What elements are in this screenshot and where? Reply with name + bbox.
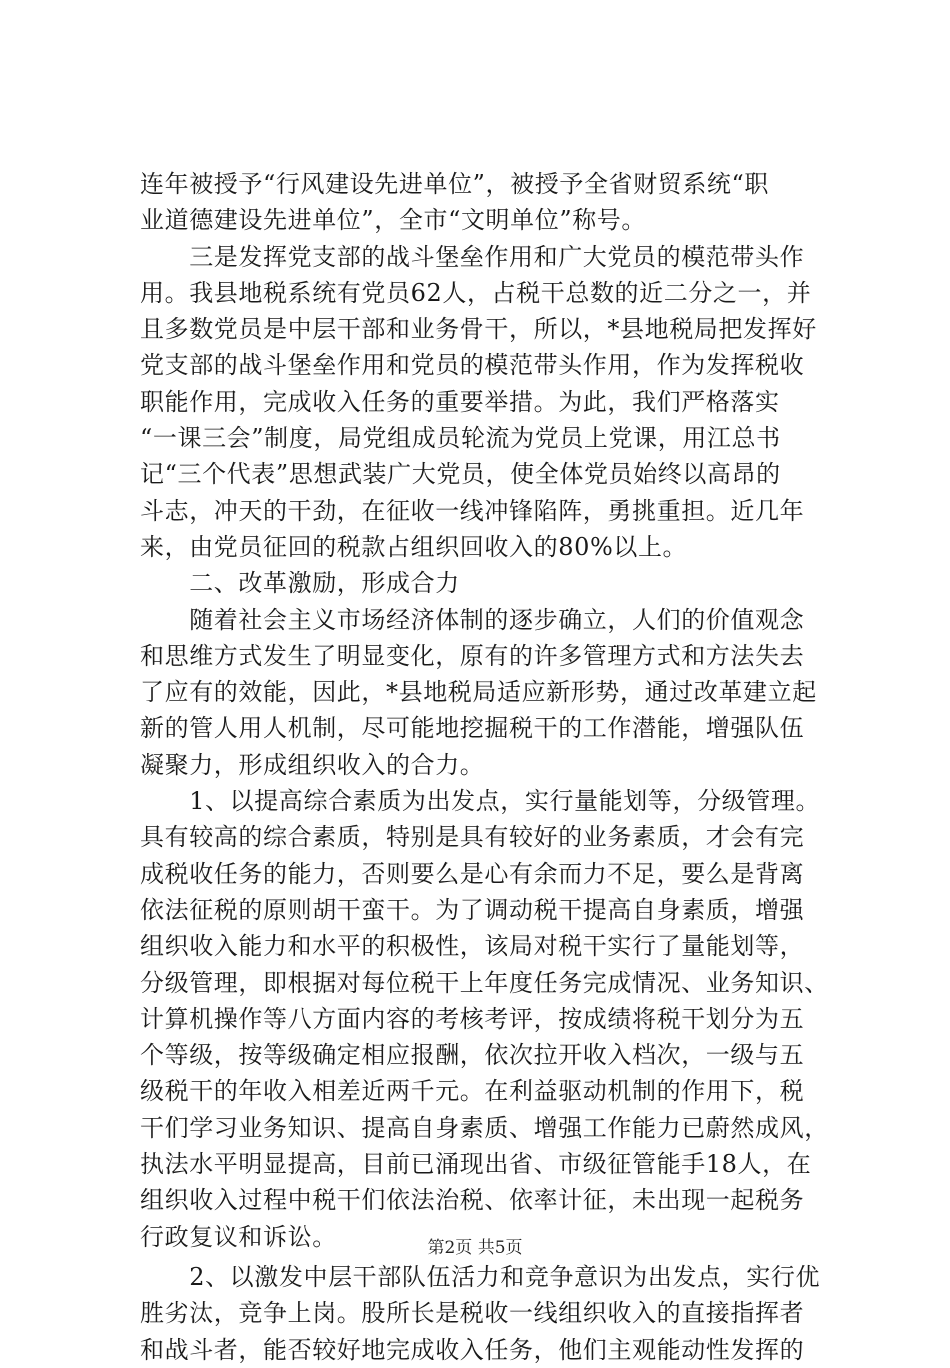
- section-heading: 二、改革激励，形成合力: [140, 569, 460, 598]
- text-line: 计算机操作等八方面内容的考核考评，按成绩将税干划分为五: [140, 1004, 805, 1033]
- text-line: 连年被授予“行风建设先进单位”，被授予全省财贸系统“职: [140, 170, 770, 198]
- text-line: 行政复议和诉讼。: [140, 1222, 337, 1251]
- text-line: 斗志，冲天的干劲，在征收一线冲锋陷阵，勇挑重担。近几年: [140, 496, 805, 525]
- text-line: 胜劣汰，竞争上岗。股所长是税收一线组织收入的直接指挥者: [140, 1299, 805, 1328]
- text-line: 记“三个代表”思想武装广大党员，使全体党员始终以高昂的: [140, 460, 781, 489]
- text-line: “一课三会”制度，局党组成员轮流为党员上党课，用江总书: [140, 424, 781, 453]
- text-line: 依法征税的原则胡干蛮干。为了调动税干提高自身素质，增强: [140, 895, 805, 924]
- text-line: 组织收入过程中税干们依法治税、依率计征，未出现一起税务: [140, 1186, 805, 1215]
- text-line: 用。我县地税系统有党员62人，占税干总数的近二分之一，并: [140, 278, 812, 307]
- text-line: 组织收入能力和水平的积极性，该局对税干实行了量能划等，: [140, 932, 805, 961]
- text-line: 职能作用，完成收入任务的重要举措。为此，我们严格落实: [140, 387, 780, 416]
- text-line: 2、以激发中层干部队伍活力和竞争意识为出发点，实行优: [140, 1262, 821, 1291]
- text-line: 个等级，按等级确定相应报酬，依次拉开收入档次，一级与五: [140, 1041, 805, 1070]
- text-line: 随着社会主义市场经济体制的逐步确立，人们的价值观念: [140, 605, 805, 634]
- text-line: 来，由党员征回的税款占组织回收入的80%以上。: [140, 532, 688, 561]
- text-line: 1、以提高综合素质为出发点，实行量能划等，分级管理。: [140, 787, 821, 816]
- text-line: 具有较高的综合素质，特别是具有较好的业务素质，才会有完: [140, 823, 805, 852]
- text-line: 干们学习业务知识、提高自身素质、增强工作能力已蔚然成风，: [140, 1113, 829, 1142]
- text-line: 和思维方式发生了明显变化，原有的许多管理方式和方法失去: [140, 641, 805, 670]
- text-line: 分级管理，即根据对每位税干上年度任务完成情况、业务知识、: [140, 968, 829, 997]
- text-line: 执法水平明显提高，目前已涌现出省、市级征管能手18人，在: [140, 1150, 812, 1179]
- text-line: 业道德建设先进单位”，全市“文明单位”称号。: [140, 206, 647, 235]
- text-line: 新的管人用人机制，尽可能地挖掘税干的工作潜能，增强队伍: [140, 714, 805, 743]
- page-number-footer: 第2页 共5页: [427, 1238, 523, 1258]
- text-line: 级税干的年收入相差近两千元。在利益驱动机制的作用下，税: [140, 1077, 805, 1106]
- text-line: 凝聚力，形成组织收入的合力。: [140, 750, 485, 779]
- body-text: [140, 166, 830, 1368]
- text-line: 和战斗者，能否较好地完成收入任务，他们主观能动性发挥的: [140, 1335, 805, 1364]
- text-line: 成税收任务的能力，否则要么是心有余而力不足，要么是背离: [140, 859, 805, 888]
- text-line: 了应有的效能，因此，*县地税局适应新形势，通过改革建立起: [140, 678, 817, 707]
- text-line: 党支部的战斗堡垒作用和党员的模范带头作用，作为发挥税收: [140, 351, 805, 380]
- text-line: 且多数党员是中层干部和业务骨干，所以，*县地税局把发挥好: [140, 315, 817, 344]
- text-line: 三是发挥党支部的战斗堡垒作用和广大党员的模范带头作: [140, 242, 805, 271]
